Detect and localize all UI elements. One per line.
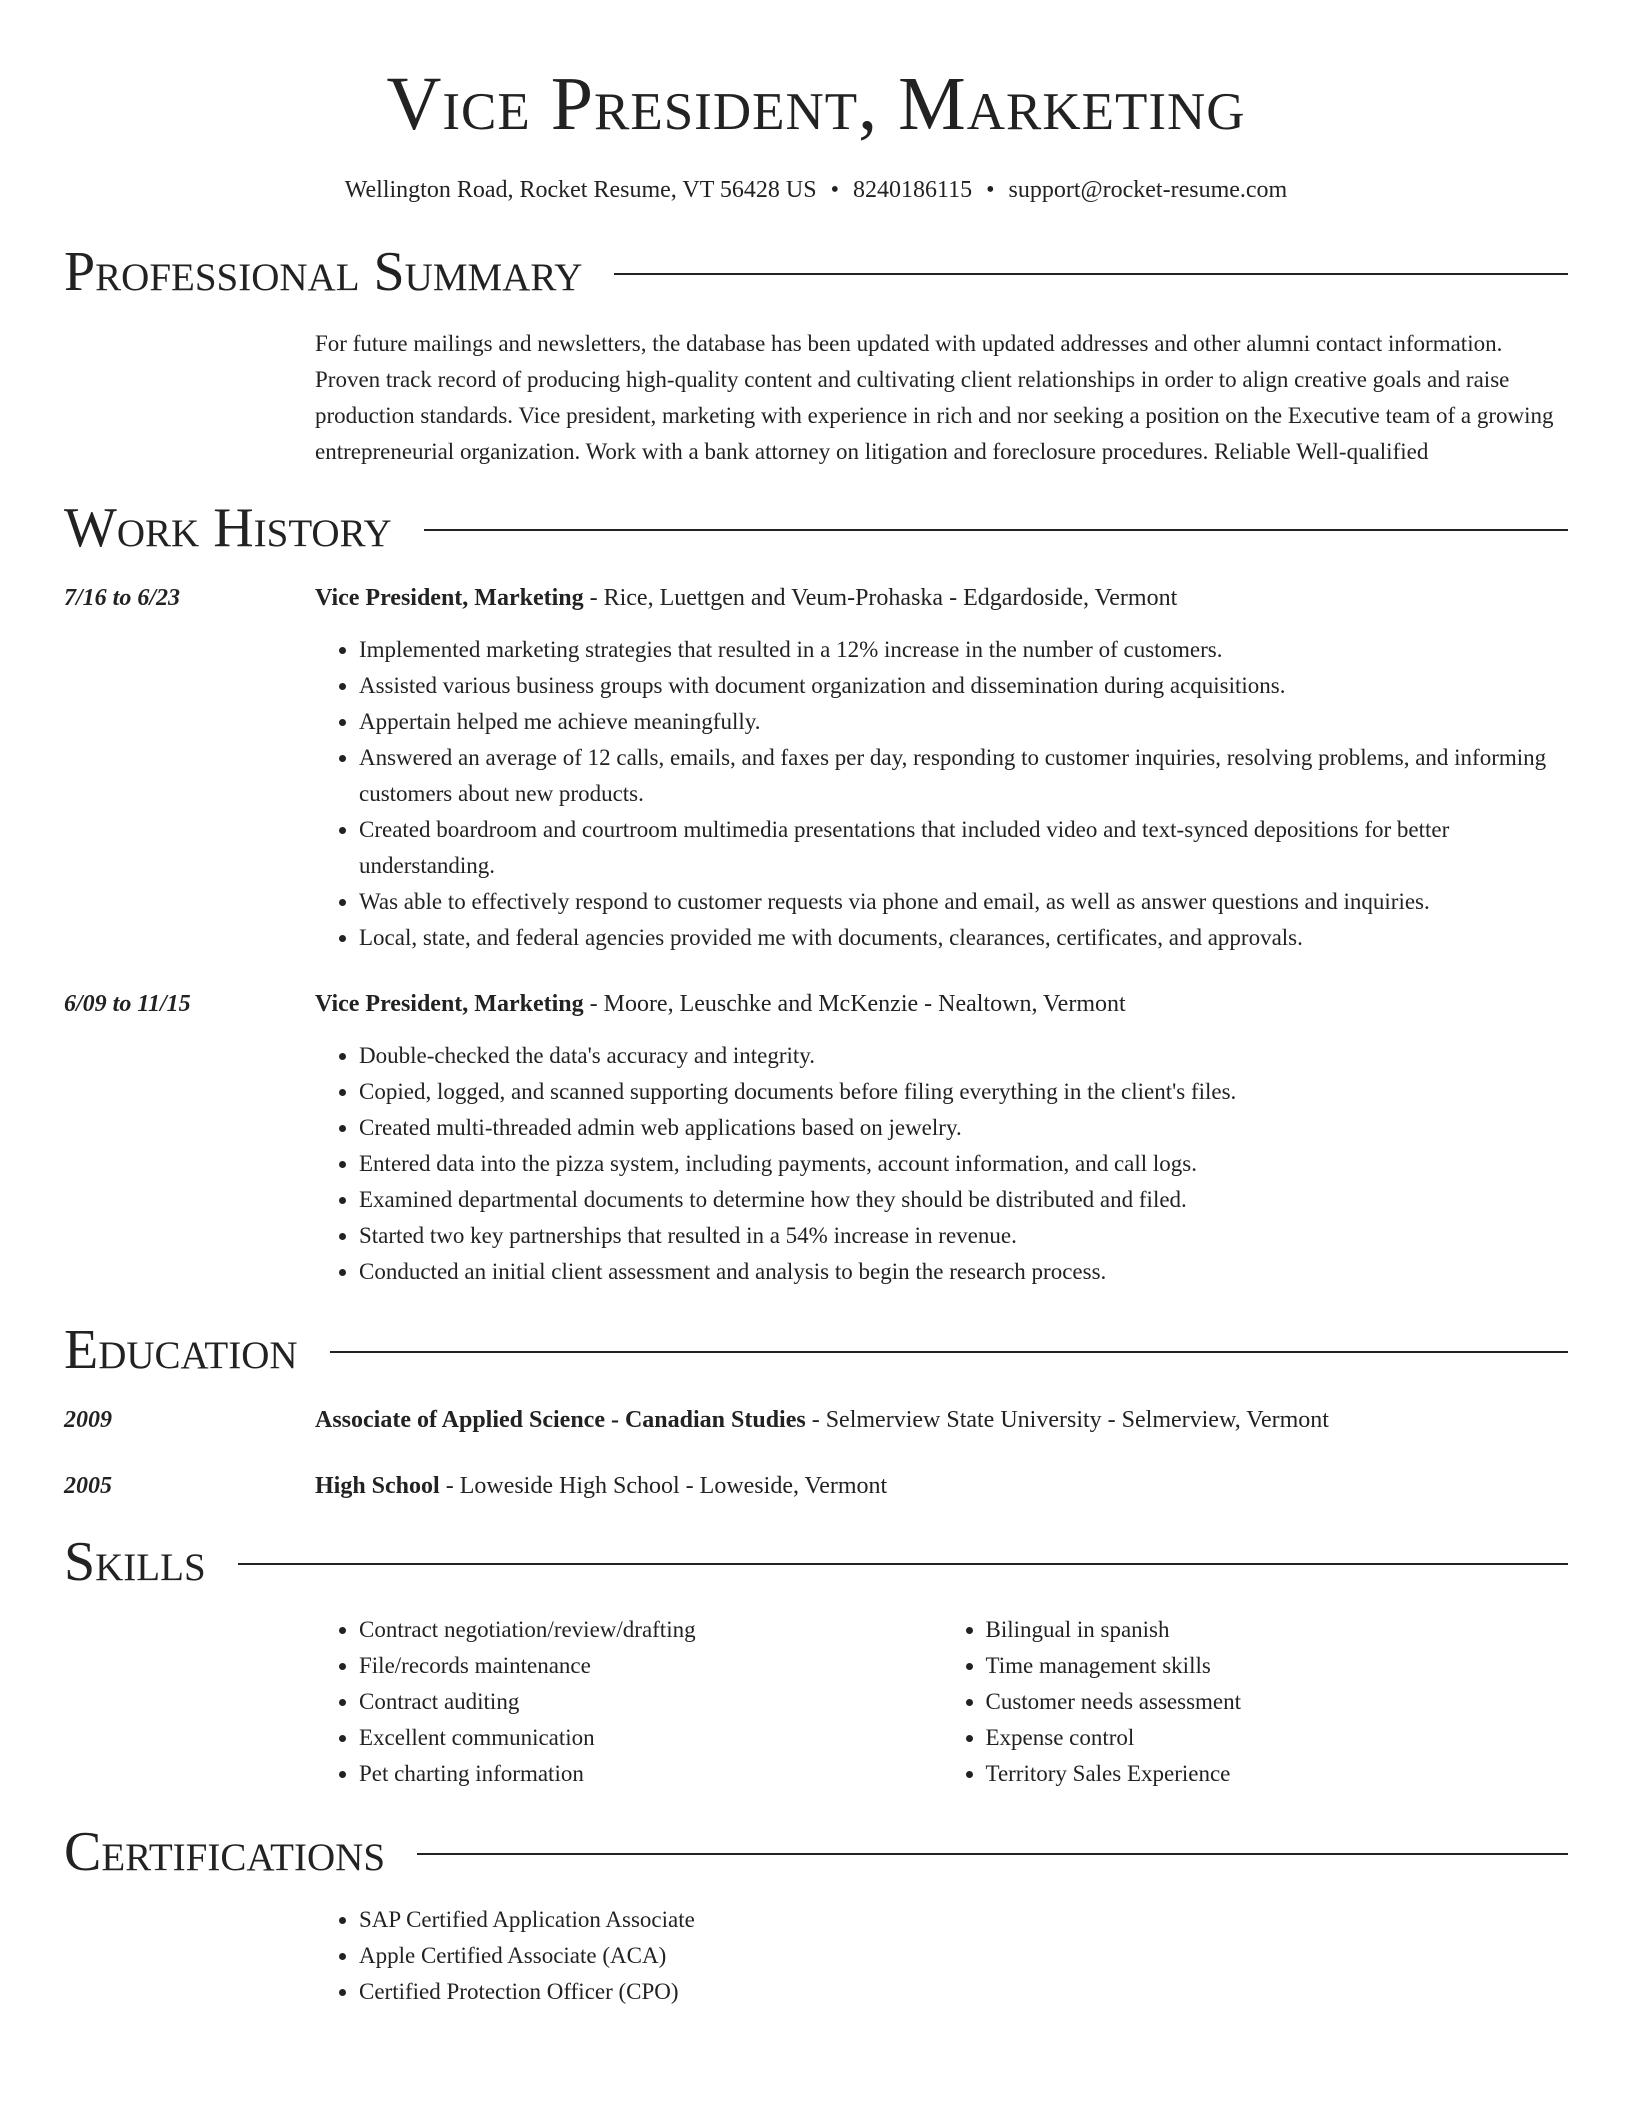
job-bullet-item: • Created boardroom and courtroom multimedia presentations that included video and text-synced depositions for better understanding.	[359, 812, 1568, 884]
contact-separator: •	[986, 177, 995, 203]
contact-email: support@rocket-resume.com	[1008, 177, 1288, 203]
education-content	[315, 1404, 1568, 1436]
skill-item: • Territory Sales Experience	[986, 1756, 1569, 1792]
skill-item: • Contract negotiation/review/drafting	[359, 1612, 942, 1648]
education-degree: High School	[315, 1473, 440, 1499]
skill-item: • Bilingual in spanish	[986, 1612, 1569, 1648]
skills-column-right	[942, 1612, 1569, 1792]
contact-separator: •	[830, 177, 840, 203]
certification-item: • Certified Protection Officer (CPO)	[359, 1974, 1568, 2010]
skill-item: • Expense control	[986, 1720, 1569, 1756]
certifications-list	[315, 1902, 1568, 2010]
section-title-skills: Skills	[64, 1531, 206, 1593]
job-heading	[315, 988, 1568, 1020]
certifications-block	[315, 1902, 1568, 2010]
certifications-section-header	[64, 1820, 1568, 1884]
summary-text: For future mailings and newsletters, the database has been updated with updated addresses and other alumni contact information. Proven track record of producing high-quality content and cultivating client relationships in order to align creative goals and raise production standards. Vice president, marketing with experience in rich and nor seeking a position on the Executive team of a growing entrepreneurial organization. Work with a bank attorney on litigation and foreclosure procedures. Reliable Well-qualified	[315, 331, 1554, 464]
section-divider	[238, 1563, 1568, 1565]
job-bullet-item: • Answered an average of 12 calls, emails, and faxes per day, responding to customer inquiries, resolving problems, and informing customers about new products.	[359, 740, 1568, 812]
job-bullet-item: • Local, state, and federal agencies provided me with documents, clearances, certificates, and approvals.	[359, 920, 1568, 956]
skills-grid	[315, 1612, 1568, 1792]
job-bullet-item: • Started two key partnerships that resulted in a 54% increase in revenue.	[359, 1218, 1568, 1254]
job-entry	[64, 988, 1568, 1290]
certification-item: • Apple Certified Associate (ACA)	[359, 1938, 1568, 1974]
job-content	[315, 988, 1568, 1290]
section-title-summary: Professional Summary	[64, 241, 583, 303]
resume-page	[64, 0, 1568, 2010]
education-school-location: - Loweside High School - Loweside, Vermont	[439, 1473, 888, 1499]
job-bullet-item: • Appertain helped me achieve meaningfully.	[359, 704, 1568, 740]
job-employer-location: - Rice, Luettgen and Veum-Prohaska - Edgardoside, Vermont	[583, 585, 1178, 611]
job-bullet-item: • Assisted various business groups with document organization and dissemination during acquisitions.	[359, 668, 1568, 704]
education-entry	[64, 1470, 1568, 1502]
section-title-certifications: Certifications	[64, 1821, 386, 1883]
contact-address: Wellington Road, Rocket Resume, VT 56428 US	[344, 177, 817, 203]
job-bullet-item: • Was able to effectively respond to customer requests via phone and email, as well as answer questions and inquiries.	[359, 884, 1568, 920]
job-dates: 7/16 to 6/23	[64, 585, 181, 611]
education-heading	[315, 1470, 1568, 1502]
resume-name: Vice President, Marketing	[386, 62, 1246, 146]
job-entry	[64, 582, 1568, 956]
skill-item: • Pet charting information	[359, 1756, 942, 1792]
work-history-list	[64, 582, 1568, 1290]
skills-section-header	[64, 1530, 1568, 1594]
section-title-work: Work History	[64, 497, 392, 559]
education-year: 2005	[64, 1473, 112, 1499]
job-dates: 6/09 to 11/15	[64, 991, 191, 1017]
skill-item: • Time management skills	[986, 1648, 1569, 1684]
education-section-header	[64, 1318, 1568, 1382]
job-bullet-item: • Entered data into the pizza system, including payments, account information, and call logs.	[359, 1146, 1568, 1182]
contact-phone: 8240186115	[853, 177, 973, 203]
job-content	[315, 582, 1568, 956]
education-degree: Associate of Applied Science - Canadian Studies	[315, 1407, 806, 1433]
job-bullet-item: • Conducted an initial client assessment and analysis to begin the research process.	[359, 1254, 1568, 1290]
section-divider	[614, 273, 1568, 275]
skill-item: • Excellent communication	[359, 1720, 942, 1756]
section-title-education: Education	[64, 1319, 298, 1381]
education-entry	[64, 1404, 1568, 1436]
contact-line	[64, 174, 1568, 206]
job-bullets	[315, 632, 1568, 956]
job-bullets	[315, 1038, 1568, 1290]
certification-item: • SAP Certified Application Associate	[359, 1902, 1568, 1938]
summary-section-header	[64, 240, 1568, 304]
skills-column-left	[315, 1612, 942, 1792]
job-bullet-item: • Created multi-threaded admin web applications based on jewelry.	[359, 1110, 1568, 1146]
section-divider	[424, 529, 1568, 531]
section-divider	[417, 1853, 1568, 1855]
education-heading	[315, 1404, 1568, 1436]
skill-item: • Customer needs assessment	[986, 1684, 1569, 1720]
education-year: 2009	[64, 1407, 112, 1433]
section-divider	[330, 1351, 1568, 1353]
job-heading	[315, 582, 1568, 614]
skill-item: • Contract auditing	[359, 1684, 942, 1720]
job-employer-location: - Moore, Leuschke and McKenzie - Nealtown, Vermont	[583, 991, 1126, 1017]
work-section-header	[64, 496, 1568, 560]
job-bullet-item: • Examined departmental documents to determine how they should be distributed and filed.	[359, 1182, 1568, 1218]
job-bullet-item: • Double-checked the data's accuracy and integrity.	[359, 1038, 1568, 1074]
job-title: Vice President, Marketing	[315, 991, 584, 1017]
education-list	[64, 1404, 1568, 1502]
job-bullet-item: • Implemented marketing strategies that resulted in a 12% increase in the number of customers.	[359, 632, 1568, 668]
skill-item: • File/records maintenance	[359, 1648, 942, 1684]
education-content	[315, 1470, 1568, 1502]
education-school-location: - Selmerview State University - Selmerview, Vermont	[805, 1407, 1329, 1433]
job-title: Vice President, Marketing	[315, 585, 584, 611]
job-bullet-item: • Copied, logged, and scanned supporting documents before filing everything in the client's files.	[359, 1074, 1568, 1110]
